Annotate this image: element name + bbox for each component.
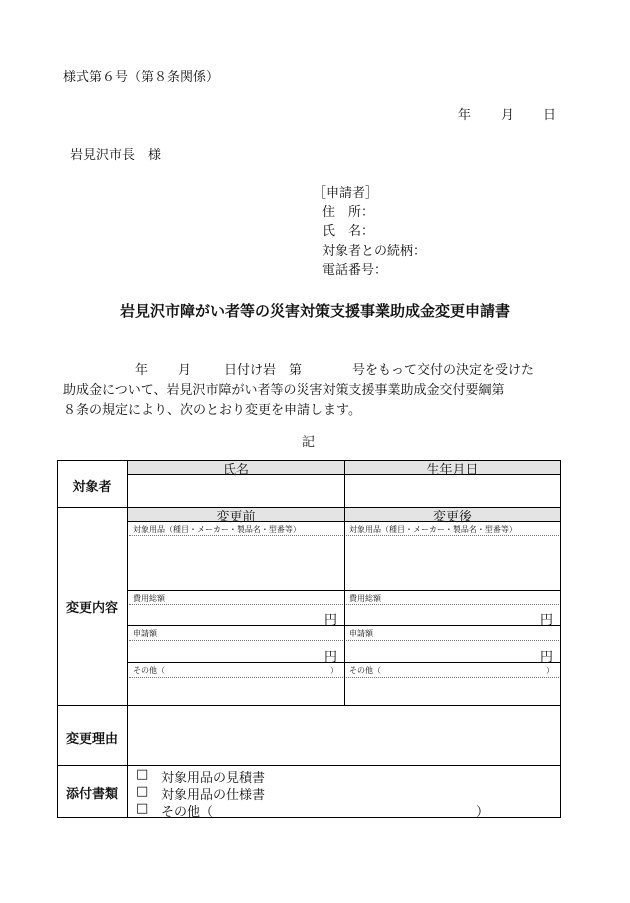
body-date-ref: 日付け岩 第 — [224, 363, 303, 378]
body-line2: 助成金について、岩見沢市障がい者等の災害対策支援事業助成金交付要綱第 — [63, 383, 505, 398]
after-apply-yen: 円 — [540, 650, 554, 665]
document-title: 岩見沢市障がい者等の災害対策支援事業助成金変更申請書 — [119, 302, 510, 320]
form-number: 様式第６号（第８条関係） — [63, 70, 220, 85]
after-total-yen: 円 — [540, 613, 554, 628]
applicant-relation-label: 対象者との続柄： — [322, 244, 427, 259]
after-item-label: 対象用品（種目・メーカー・製品名・型番等） — [349, 525, 517, 534]
attachments-label: 添付書類 — [65, 787, 118, 802]
reason-field[interactable] — [128, 706, 560, 765]
after-other-close: ） — [546, 666, 554, 675]
birthdate-header: 生年月日 — [426, 463, 479, 478]
attachment-other: その他（ — [161, 805, 214, 820]
before-other-label: その他（ — [133, 666, 165, 675]
checkbox-spec[interactable]: □ — [136, 784, 149, 799]
after-other-label: その他（ — [349, 666, 381, 675]
before-total-yen: 円 — [324, 613, 338, 628]
attachment-other-close: ） — [476, 805, 490, 820]
before-header: 変更前 — [216, 510, 256, 525]
subject-label: 対象者 — [72, 480, 112, 495]
after-total-label: 費用総額 — [349, 594, 381, 603]
checkbox-other[interactable]: □ — [136, 801, 149, 816]
body-line1-rest: 号をもって交付の決定を受けた — [352, 363, 535, 378]
before-apply-label: 申請額 — [133, 629, 157, 638]
applicant-name-label: 氏 名： — [322, 224, 375, 239]
after-header: 変更後 — [432, 510, 472, 525]
body-year: 年 — [135, 363, 149, 378]
before-item-label: 対象用品（種目・メーカー・製品名・型番等） — [133, 525, 301, 534]
date-month: 月 — [501, 108, 515, 123]
subject-name-field[interactable] — [128, 475, 344, 507]
reason-label: 変更理由 — [65, 732, 118, 747]
change-label: 変更内容 — [65, 601, 118, 616]
date-year: 年 — [458, 108, 472, 123]
before-apply-yen: 円 — [324, 650, 338, 665]
applicant-address-label: 住 所： — [322, 205, 375, 220]
applicant-heading: ［申請者］ — [313, 186, 379, 201]
after-apply-label: 申請額 — [349, 629, 373, 638]
attachment-spec: 対象用品の仕様書 — [161, 788, 266, 803]
subject-birthdate-field[interactable] — [345, 475, 560, 507]
date-day: 日 — [543, 108, 557, 123]
name-header: 氏名 — [222, 463, 249, 478]
before-total-label: 費用総額 — [133, 594, 165, 603]
checkbox-estimate[interactable]: □ — [136, 767, 149, 782]
applicant-phone-label: 電話番号： — [322, 263, 388, 278]
attachment-estimate: 対象用品の見積書 — [161, 771, 266, 786]
body-line3: ８条の規定により、次のとおり変更を申請します。 — [63, 403, 361, 418]
ki-label: 記 — [302, 435, 316, 450]
before-other-close: ） — [330, 666, 338, 675]
after-item-field[interactable] — [345, 536, 560, 590]
body-month: 月 — [178, 363, 192, 378]
before-item-field[interactable] — [128, 536, 344, 590]
addressee: 岩見沢市長 様 — [70, 148, 162, 163]
